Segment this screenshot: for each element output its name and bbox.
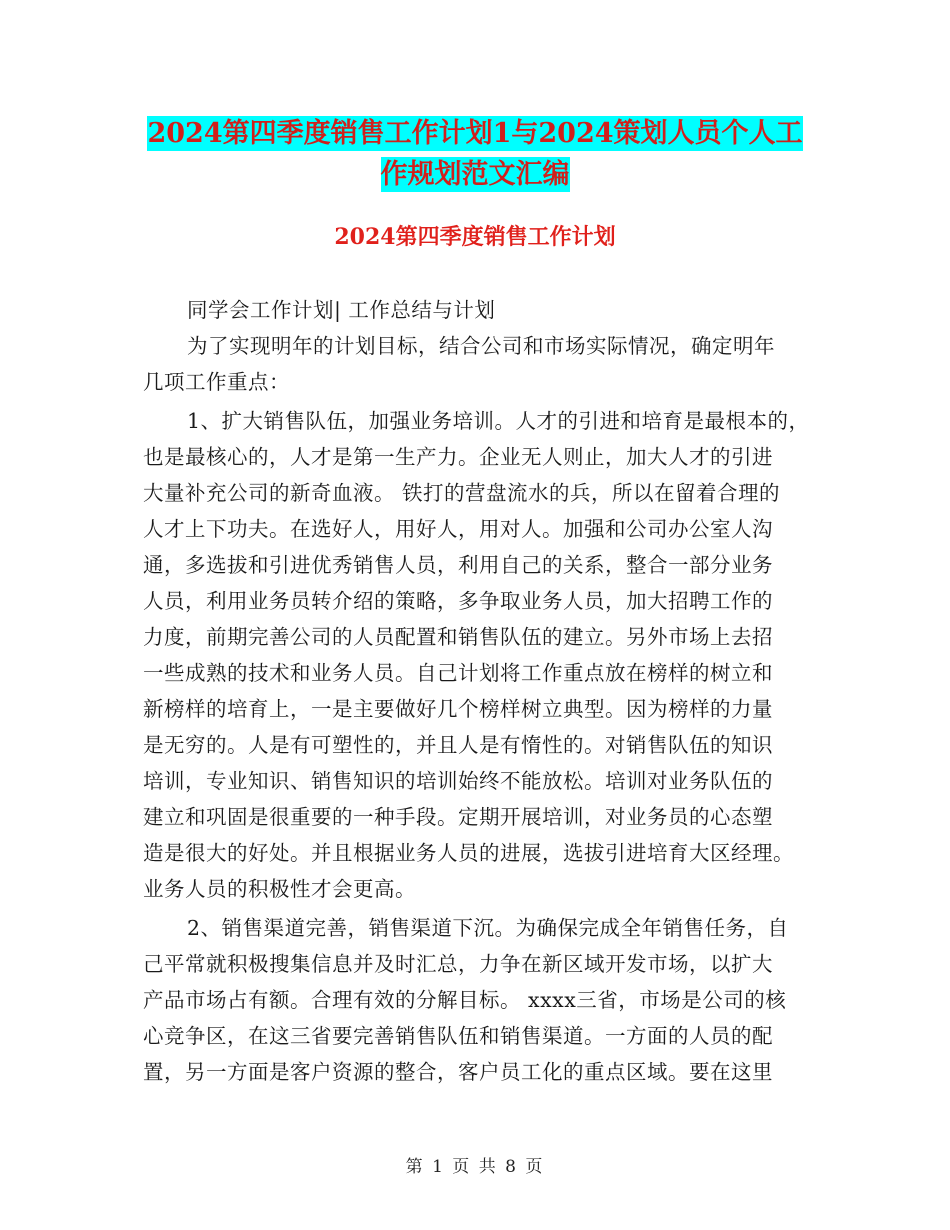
body-line: 力度，前期完善公司的人员配置和销售队伍的建立。另外市场上去招 (143, 625, 773, 649)
body-line: 培训，专业知识、销售知识的培训始终不能放松。培训对业务队伍的 (143, 769, 773, 793)
body-line: 置，另一方面是客户资源的整合，客户员工化的重点区域。要在这里 (143, 1060, 773, 1084)
section-title: 2024第四季度销售工作计划 (334, 224, 616, 250)
body-line: 人才上下功夫。在选好人，用好人，用对人。加强和公司办公室人沟 (143, 517, 773, 541)
body-line: 2、销售渠道完善，销售渠道下沉。为确保完成全年销售任务，自 (187, 916, 789, 940)
body-line: 建立和巩固是很重要的一种手段。定期开展培训，对业务员的心态塑 (143, 805, 773, 829)
body-line: 造是很大的好处。并且根据业务人员的进展，选拔引进培育大区经理。 (143, 841, 794, 865)
body-line: 新榜样的培育上，一是主要做好几个榜样树立典型。因为榜样的力量 (143, 697, 773, 721)
body-line: 为了实现明年的计划目标，结合公司和市场实际情况，确定明年 (187, 334, 775, 358)
body-line: 1、扩大销售队伍，加强业务培训。人才的引进和培育是最根本的， (187, 409, 810, 433)
document-title-line-2: 作规划范文汇编 (380, 159, 570, 190)
body-line: 人员，利用业务员转介绍的策略，多争取业务人员，加大招聘工作的 (143, 589, 773, 613)
body-line: 也是最核心的，人才是第一生产力。企业无人则止，加大人才的引进 (143, 445, 773, 469)
page-number-footer: 第 1 页 共 8 页 (405, 1157, 545, 1177)
body-line: 通，多选拔和引进优秀销售人员，利用自己的关系，整合一部分业务 (143, 553, 773, 577)
body-line: 产品市场占有额。合理有效的分解目标。 xxxx三省，市场是公司的核 (143, 988, 787, 1012)
body-line: 心竞争区，在这三省要完善销售队伍和销售渠道。一方面的人员的配 (143, 1024, 773, 1048)
body-line: 己平常就积极搜集信息并及时汇总，力争在新区域开发市场，以扩大 (143, 952, 773, 976)
body-line: 大量补充公司的新奇血液。 铁打的营盘流水的兵，所以在留着合理的 (143, 481, 781, 505)
document-title-line-1: 2024第四季度销售工作计划1与2024策划人员个人工 (147, 118, 803, 149)
body-line-subtitle: 同学会工作计划| 工作总结与计划 (187, 298, 496, 322)
body-line: 几项工作重点： (143, 370, 290, 394)
body-line: 业务人员的积极性才会更高。 (143, 877, 416, 901)
body-line: 一些成熟的技术和业务人员。自己计划将工作重点放在榜样的树立和 (143, 661, 773, 685)
body-line: 是无穷的。人是有可塑性的，并且人是有惰性的。对销售队伍的知识 (143, 733, 773, 757)
